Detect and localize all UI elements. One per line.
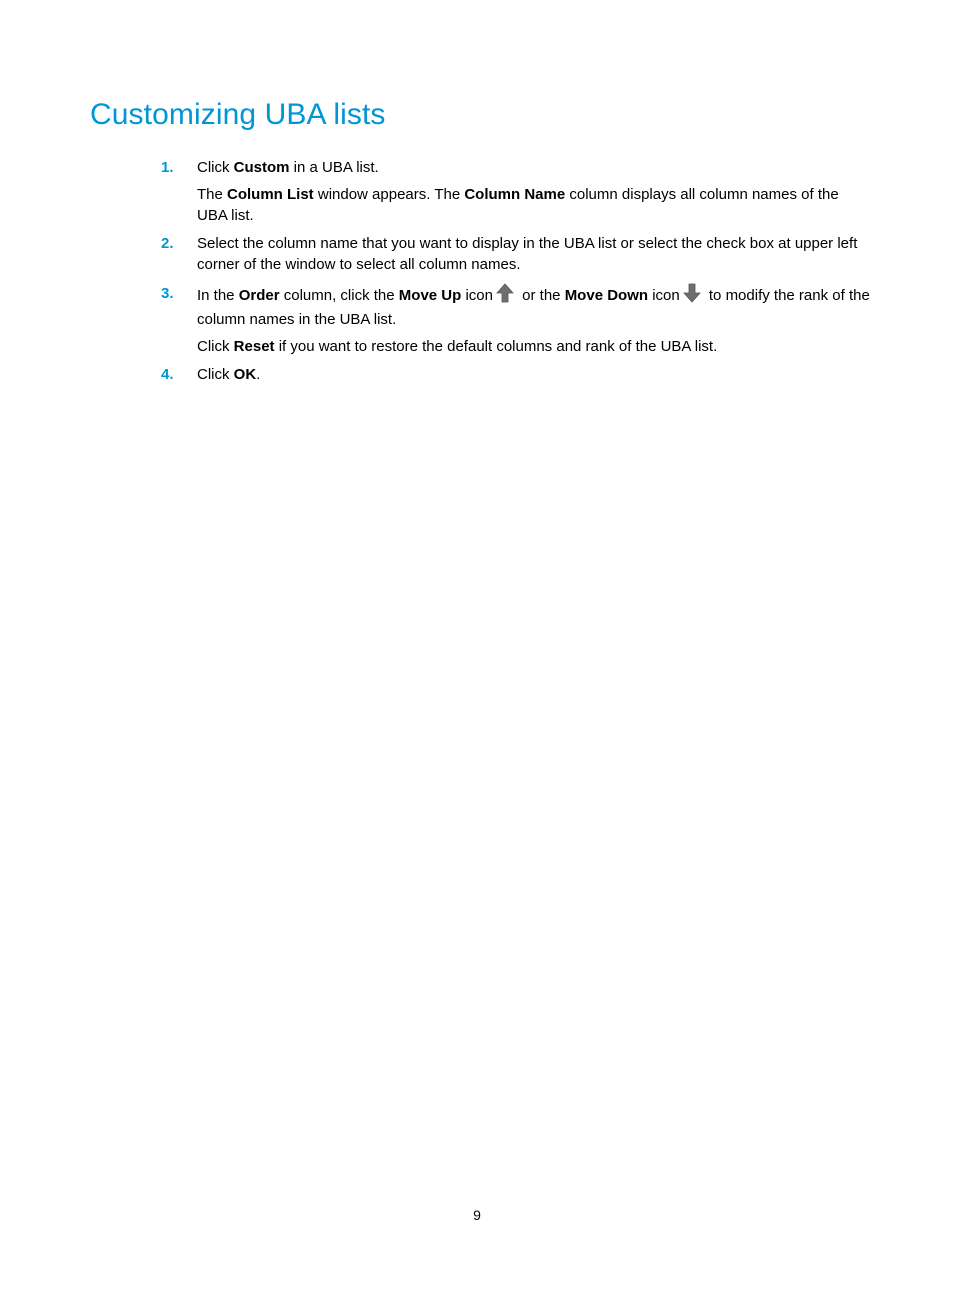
step-number: 1. — [161, 159, 174, 176]
list-item — [161, 283, 871, 357]
steps-list — [161, 157, 871, 385]
arrow-up-icon — [496, 283, 514, 309]
ui-term-ok: OK — [233, 366, 257, 383]
list-item — [161, 233, 871, 275]
text-run: to modify the rank of the column names in the UBA list. — [197, 287, 870, 328]
ui-term-move-up: Move Up — [398, 287, 462, 304]
text-run: icon — [648, 287, 680, 304]
page-title: Customizing UBA lists — [90, 98, 386, 131]
text-run: The — [197, 186, 228, 203]
text-run: window appears. The — [313, 186, 465, 203]
list-item — [161, 364, 871, 385]
text-run: column, click the — [279, 287, 399, 304]
step-text — [197, 364, 871, 385]
page-number: 9 — [473, 1207, 481, 1223]
list-item — [161, 157, 871, 226]
text-run: column displays all column names of the UBA list. — [197, 186, 839, 224]
step-text — [197, 157, 871, 178]
step-number: 4. — [161, 366, 174, 383]
step-text — [197, 283, 871, 330]
step-note — [197, 184, 871, 226]
text-run: Click — [197, 366, 234, 383]
text-run: . — [256, 366, 261, 383]
text-run: or the — [517, 287, 565, 304]
text-run: if you want to restore the default columns and rank of the UBA list. — [274, 338, 718, 355]
ui-term-reset: Reset — [233, 338, 275, 355]
text-run: Click — [197, 338, 234, 355]
arrow-down-icon — [683, 283, 701, 309]
step-number: 3. — [161, 285, 174, 302]
step-text: Select the column name that you want to display in the UBA list or select the check box at upper left corner of the window to select all column names. — [197, 235, 858, 273]
text-run: Click — [197, 159, 234, 176]
ui-term-column-name: Column Name — [464, 186, 566, 203]
ui-term-column-list: Column List — [227, 186, 314, 203]
ui-term-move-down: Move Down — [564, 287, 649, 304]
text-run: icon — [461, 287, 493, 304]
ui-term-order: Order — [238, 287, 280, 304]
text-run: In the — [197, 287, 239, 304]
ui-term-custom: Custom — [233, 159, 290, 176]
step-number: 2. — [161, 235, 174, 252]
step-note — [197, 336, 871, 357]
text-run: in a UBA list. — [289, 159, 379, 176]
